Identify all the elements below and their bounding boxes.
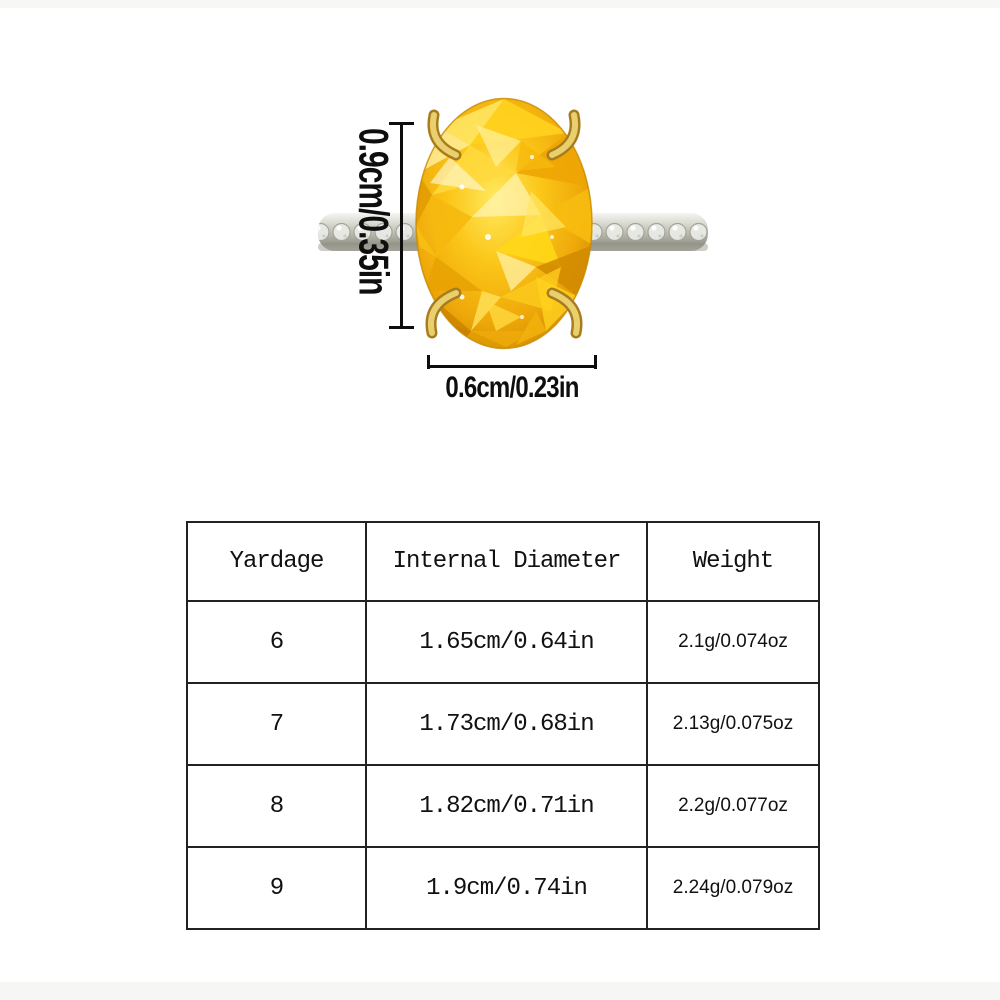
cell-weight: 2.13g/0.075oz: [647, 683, 819, 765]
cell-weight: 2.1g/0.074oz: [647, 601, 819, 683]
bottom-edge-strip: [0, 982, 1000, 1000]
gemstone: [416, 99, 593, 349]
width-measure-tick-left: [427, 355, 430, 369]
cell-internal-diameter: 1.73cm/0.68in: [366, 683, 647, 765]
table-row-size-6: [187, 601, 819, 683]
cell-yardage: 9: [187, 847, 366, 929]
ring-photo: [0, 0, 1000, 470]
height-measure-cap-bottom: [389, 326, 414, 329]
header-internal-diameter: Internal Diameter: [366, 522, 647, 601]
size-table-header-row: [187, 522, 819, 601]
height-measure-line: [400, 123, 403, 328]
table-row-size-8: [187, 765, 819, 847]
size-table: [186, 521, 820, 930]
height-measure-label: 0.9cm/0.35in: [349, 128, 396, 295]
cell-yardage: 7: [187, 683, 366, 765]
width-measure-label: 0.6cm/0.23in: [445, 371, 579, 404]
header-weight: Weight: [647, 522, 819, 601]
cell-yardage: 6: [187, 601, 366, 683]
cell-yardage: 8: [187, 765, 366, 847]
header-yardage: Yardage: [187, 522, 366, 601]
cell-weight: 2.2g/0.077oz: [647, 765, 819, 847]
cell-internal-diameter: 1.82cm/0.71in: [366, 765, 647, 847]
cell-weight: 2.24g/0.079oz: [647, 847, 819, 929]
table-row-size-9: [187, 847, 819, 929]
cell-internal-diameter: 1.65cm/0.64in: [366, 601, 647, 683]
table-row-size-7: [187, 683, 819, 765]
height-measure-cap-top: [389, 122, 414, 125]
width-measure-line: [427, 365, 597, 368]
cell-internal-diameter: 1.9cm/0.74in: [366, 847, 647, 929]
width-measure-tick-right: [594, 355, 597, 369]
